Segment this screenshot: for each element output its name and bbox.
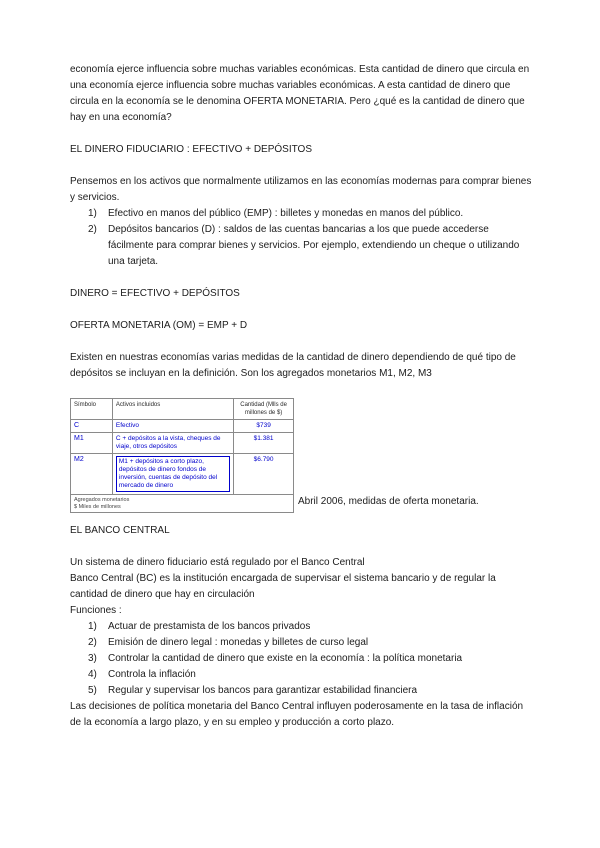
header-cantidad: Cantidad (Mlls de millones de $) [234,399,294,420]
amount-cell: $739 [234,420,294,433]
amount-cell: $1.381 [234,433,294,454]
table-and-caption [70,398,532,513]
footnote-line: $ Miles de millones [74,503,121,510]
section-banco-central [70,555,532,731]
item-text: Controla la inflación [108,669,196,680]
table-caption: Abril 2006, medidas de oferta monetaria. [298,496,479,507]
table-row-c [71,420,294,433]
item-number: 1) [88,621,97,632]
amount-cell: $6.790 [234,454,294,495]
m2-highlight-box: M1 + depósitos a corto plazo, depósitos de dinero fondos de inversión, cuentas de depósito del mercado de dinero [116,456,230,492]
equation-dinero: DINERO = EFECTIVO + DEPÓSITOS [70,288,240,299]
item-text: Controlar la cantidad de dinero que existe en la economía : la política monetaria [108,653,463,664]
funcion-item [70,667,532,683]
header-activos: Activos incluidos [112,399,233,420]
item-number: 2) [88,224,97,235]
funcion-item [70,683,532,699]
item-text: Emisión de dinero legal : monedas y billetes de curso legal [108,637,369,648]
paragraph-final: Las decisiones de política monetaria del Banco Central influyen poderosamente en la tasa de inflación de la economía a largo plazo, y en su empleo y producción a corto plazo. [70,701,524,728]
item-number: 2) [88,637,97,648]
paragraph-intro: economía ejerce influencia sobre muchas variables económicas. Esta cantidad de dinero que circula en una economía ejerce influencia sobre muchas variables económicas. A esta cantidad de dinero que circula en la economía se le denomina OFERTA MONETARIA. Pero ¿qué es la cantidad de dinero que hay en una economía? [70,64,530,123]
funcion-item [70,619,532,635]
funcion-item [70,651,532,667]
table-footnote-row [71,495,294,513]
symbol-cell: M2 [71,454,113,495]
funciones-label: Funciones : [70,605,122,616]
paragraph-agregados: Existen en nuestras economías varias medidas de la cantidad de dinero dependiendo de qué tipo de depósitos se incluyan en la definición. Son los agregados monetarios M1, M2, M3 [70,352,516,379]
symbol-cell: C [71,420,113,433]
assets-cell [112,454,233,495]
funcion-item [70,635,532,651]
heading-dinero-fiduciario: EL DINERO FIDUCIARIO : EFECTIVO + DEPÓSITOS [70,144,312,155]
table-row-m2 [71,454,294,495]
item-text: Actuar de prestamista de los bancos privados [108,621,311,632]
item-number: 1) [88,208,97,219]
paragraph-banco-central: Banco Central (BC) es la institución encargada de supervisar el sistema bancario y de regular la cantidad de dinero que hay en circulación [70,573,496,600]
funciones-list [70,619,532,699]
list-efectivo-depositos [70,206,532,270]
item-text: Regular y supervisar los bancos para garantizar estabilidad financiera [108,685,418,696]
table-header-row [71,399,294,420]
paragraph-sistema: Un sistema de dinero fiduciario está regulado por el Banco Central [70,557,365,568]
paragraph-pensemos: Pensemos en los activos que normalmente utilizamos en las economías modernas para comprar bienes y servicios. [70,176,532,203]
item-number: 5) [88,685,97,696]
equation-oferta-monetaria: OFERTA MONETARIA (OM) = EMP + D [70,320,248,331]
item-text: Depósitos bancarios (D) : saldos de las cuentas bancarias a los que puede accederse fácilmente para comprar bienes y servicios. Por ejemplo, extendiendo un cheque o utilizando una tarjeta. [108,224,520,267]
table-row-m1 [71,433,294,454]
list-item-efectivo [70,206,532,222]
item-number: 4) [88,669,97,680]
table-footnote [71,495,294,513]
item-text: Efectivo en manos del público (EMP) : billetes y monedas en manos del público. [108,208,464,219]
list-item-depositos [70,222,532,270]
footnote-line: Agregados monetarios [74,497,130,503]
header-simbolo: Símbolo [71,399,113,420]
monetary-aggregates-table [70,398,294,513]
symbol-cell: M1 [71,433,113,454]
heading-banco-central: EL BANCO CENTRAL [70,525,170,536]
section-dinero-fiduciario [70,174,532,270]
assets-cell: Efectivo [112,420,233,433]
assets-cell: C + depósitos a la vista, cheques de viaje, otros depósitos [112,433,233,454]
item-number: 3) [88,653,97,664]
